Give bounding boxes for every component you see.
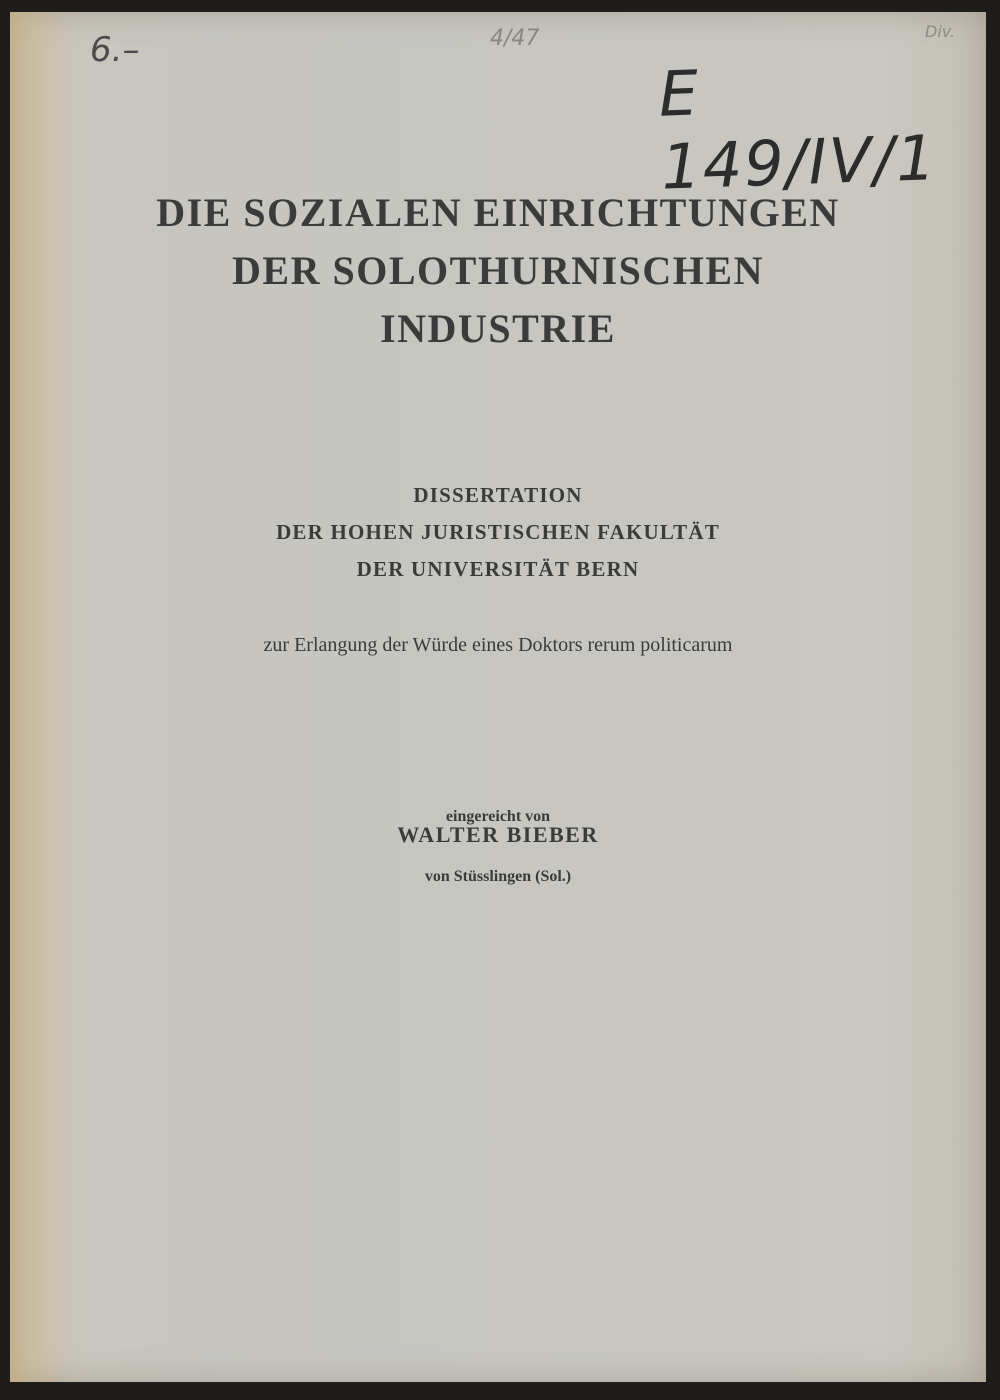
document-title	[10, 184, 986, 358]
dissertation-line-2: DER HOHEN JURISTISCHEN FAKULTÄT	[276, 520, 720, 544]
submitted-by-label: eingereicht von	[445, 808, 551, 825]
handwritten-corner-note: Div.	[925, 22, 956, 41]
handwritten-left-note: 6.–	[90, 30, 140, 70]
handwritten-small-note: 4/47	[490, 26, 540, 51]
title-line-1: DIE SOZIALEN EINRICHTUNGEN	[156, 190, 840, 235]
dissertation-line-1: DISSERTATION	[413, 483, 583, 507]
author-name: WALTER BIEBER	[397, 822, 599, 847]
author-origin: von Stüsslingen (Sol.)	[424, 868, 572, 885]
document-page	[10, 12, 986, 1382]
title-line-2: DER SOLOTHURNISCHEN	[232, 248, 764, 293]
degree-purpose: zur Erlangung der Würde eines Doktors rerum politicarum	[263, 634, 733, 656]
handwritten-shelf-mark: E 149/IV/1	[657, 56, 939, 204]
dissertation-block	[10, 477, 986, 588]
title-line-3: INDUSTRIE	[380, 306, 616, 351]
dissertation-line-3: DER UNIVERSITÄT BERN	[356, 557, 640, 581]
